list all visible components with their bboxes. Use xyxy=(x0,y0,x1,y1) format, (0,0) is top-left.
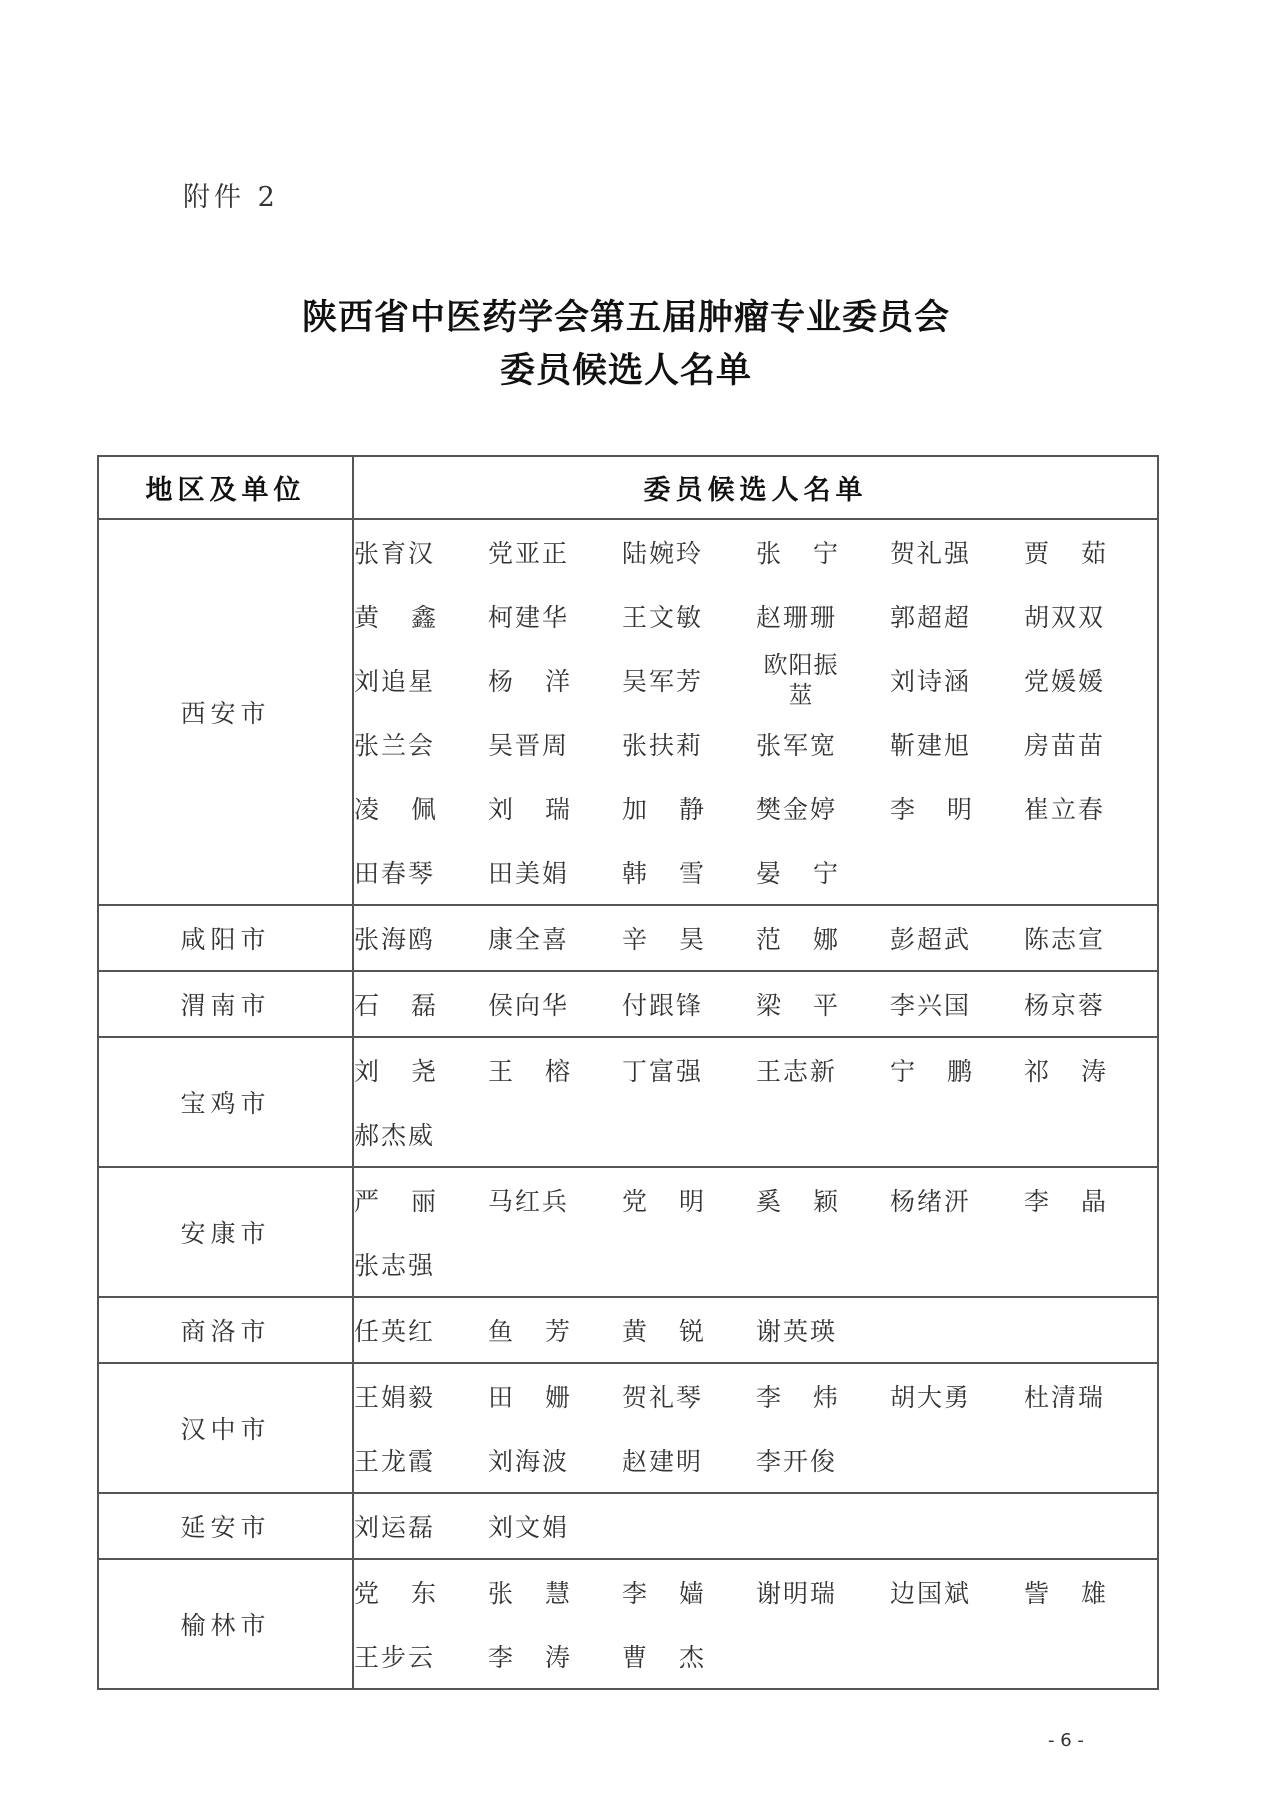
candidate-name: 赵珊珊 xyxy=(756,603,838,632)
candidate-name: 曹 杰 xyxy=(622,1643,704,1672)
candidate-name: 靳建旭 xyxy=(890,731,972,760)
candidate-name: 鱼 芳 xyxy=(488,1317,570,1346)
candidate-name: 加 静 xyxy=(622,795,704,824)
page-number: - 6 - xyxy=(1048,1730,1084,1751)
candidate-name: 奚 颖 xyxy=(756,1187,838,1216)
names-cell xyxy=(353,971,1158,1037)
names-cell xyxy=(353,519,1158,905)
candidate-name: 辛 昊 xyxy=(622,925,704,954)
candidate-name: 梁 平 xyxy=(756,991,838,1020)
candidate-name: 边国斌 xyxy=(890,1579,972,1608)
candidate-name: 谢英瑛 xyxy=(756,1317,838,1346)
names-cell xyxy=(353,905,1158,971)
candidate-name: 张志强 xyxy=(354,1251,436,1280)
region-cell: 咸阳市 xyxy=(98,905,353,971)
names-grid xyxy=(354,1560,1157,1688)
names-grid xyxy=(354,1364,1157,1492)
candidate-name: 侯向华 xyxy=(488,991,570,1020)
header-candidates: 委员候选人名单 xyxy=(353,456,1158,519)
region-cell: 榆林市 xyxy=(98,1559,353,1689)
document-title: 陕西省中医药学会第五届肿瘤专业委员会 xyxy=(301,298,950,338)
candidate-name: 胡双双 xyxy=(1024,603,1106,632)
region-cell: 渭南市 xyxy=(98,971,353,1037)
candidate-name: 党 东 xyxy=(354,1579,436,1608)
table-row xyxy=(98,1363,1158,1493)
candidate-name: 柯建华 xyxy=(488,603,570,632)
candidate-name: 胡大勇 xyxy=(890,1383,972,1412)
names-grid xyxy=(354,1298,1157,1362)
candidate-name: 张 慧 xyxy=(488,1579,570,1608)
candidate-name: 吴军芳 xyxy=(622,667,704,696)
candidate-name: 党 明 xyxy=(622,1187,704,1216)
table-row xyxy=(98,1167,1158,1297)
candidate-name: 李开俊 xyxy=(756,1447,838,1476)
candidate-name: 陈志宣 xyxy=(1024,925,1106,954)
candidate-name: 谢明瑞 xyxy=(756,1579,838,1608)
candidate-name: 凌 佩 xyxy=(354,795,436,824)
candidate-name: 田春琴 xyxy=(354,859,436,888)
candidate-name: 刘海波 xyxy=(488,1447,570,1476)
names-grid xyxy=(354,1168,1157,1296)
candidate-name: 李 炜 xyxy=(756,1383,838,1412)
candidate-name: 吴晋周 xyxy=(488,731,570,760)
region-cell: 汉中市 xyxy=(98,1363,353,1493)
names-cell xyxy=(353,1297,1158,1363)
candidate-name: 张扶莉 xyxy=(622,731,704,760)
candidate-name: 马红兵 xyxy=(488,1187,570,1216)
candidate-name: 李兴国 xyxy=(890,991,972,1020)
candidate-name: 党亚正 xyxy=(488,539,570,568)
candidate-name: 王 榕 xyxy=(488,1057,570,1086)
candidate-name: 房苗苗 xyxy=(1024,731,1106,760)
candidate-name: 欧阳振莁 xyxy=(763,651,839,709)
candidate-name: 王步云 xyxy=(354,1643,436,1672)
candidate-name: 樊金婷 xyxy=(756,795,838,824)
candidate-name: 刘运磊 xyxy=(354,1513,436,1542)
candidate-name: 任英红 xyxy=(354,1317,436,1346)
candidate-name: 訾 雄 xyxy=(1024,1579,1106,1608)
candidate-name: 李 涛 xyxy=(488,1643,570,1672)
candidate-name: 杨绪汧 xyxy=(890,1187,972,1216)
candidate-name: 王志新 xyxy=(756,1057,838,1086)
candidate-name: 王文敏 xyxy=(622,603,704,632)
names-grid xyxy=(354,1038,1157,1166)
candidate-name: 王龙霞 xyxy=(354,1447,436,1476)
candidate-name: 刘 尧 xyxy=(354,1057,436,1086)
candidate-name: 祁 涛 xyxy=(1024,1057,1106,1086)
candidate-name: 韩 雪 xyxy=(622,859,704,888)
candidate-name: 田美娟 xyxy=(488,859,570,888)
document-subtitle: 委员候选人名单 xyxy=(499,351,752,391)
candidate-name: 崔立春 xyxy=(1024,795,1106,824)
names-cell xyxy=(353,1493,1158,1559)
region-cell: 宝鸡市 xyxy=(98,1037,353,1167)
names-cell xyxy=(353,1559,1158,1689)
candidate-name: 范 娜 xyxy=(756,925,838,954)
names-grid xyxy=(354,906,1157,970)
candidate-name: 刘诗涵 xyxy=(890,667,972,696)
candidate-name: 李 明 xyxy=(890,795,972,824)
candidate-name: 刘追星 xyxy=(354,667,436,696)
candidate-name: 田 姗 xyxy=(488,1383,570,1412)
candidate-name: 黄 锐 xyxy=(622,1317,704,1346)
names-cell xyxy=(353,1363,1158,1493)
candidate-name: 杜清瑞 xyxy=(1024,1383,1106,1412)
table-header-row xyxy=(98,456,1158,519)
candidate-name: 刘 瑞 xyxy=(488,795,570,824)
table-row xyxy=(98,905,1158,971)
candidate-name: 贺礼琴 xyxy=(622,1383,704,1412)
candidate-name: 党媛媛 xyxy=(1024,667,1106,696)
candidate-name: 陆婉玲 xyxy=(622,539,704,568)
candidate-name: 张海鸥 xyxy=(354,925,436,954)
candidate-name: 杨京蓉 xyxy=(1024,991,1106,1020)
candidate-name: 刘文娟 xyxy=(488,1513,570,1542)
names-grid xyxy=(354,972,1157,1036)
candidate-name: 付跟锋 xyxy=(622,991,704,1020)
region-cell: 商洛市 xyxy=(98,1297,353,1363)
candidate-table xyxy=(97,455,1159,1690)
table-row xyxy=(98,1297,1158,1363)
candidate-name: 彭超武 xyxy=(890,925,972,954)
region-cell: 安康市 xyxy=(98,1167,353,1297)
candidate-name: 丁富强 xyxy=(622,1057,704,1086)
candidate-name: 晏 宁 xyxy=(756,859,838,888)
candidate-name: 贾 茹 xyxy=(1024,539,1106,568)
table-body xyxy=(98,519,1158,1689)
candidate-name: 张兰会 xyxy=(354,731,436,760)
candidate-name: 郭超超 xyxy=(890,603,972,632)
table-row xyxy=(98,1037,1158,1167)
table-row xyxy=(98,1559,1158,1689)
candidate-name: 王娟毅 xyxy=(354,1383,436,1412)
table-row xyxy=(98,971,1158,1037)
names-grid xyxy=(354,520,1157,904)
candidate-name: 赵建明 xyxy=(622,1447,704,1476)
candidate-name: 郝杰威 xyxy=(354,1121,436,1150)
candidate-name: 李 晶 xyxy=(1024,1187,1106,1216)
candidate-name: 贺礼强 xyxy=(890,539,972,568)
names-grid xyxy=(354,1494,1157,1558)
names-cell xyxy=(353,1167,1158,1297)
candidate-name: 黄 鑫 xyxy=(354,603,436,632)
candidate-name: 张 宁 xyxy=(756,539,838,568)
names-cell xyxy=(353,1037,1158,1167)
table-row xyxy=(98,1493,1158,1559)
table-row xyxy=(98,519,1158,905)
candidate-name: 张育汉 xyxy=(354,539,436,568)
candidate-name: 严 丽 xyxy=(354,1187,436,1216)
region-cell: 延安市 xyxy=(98,1493,353,1559)
region-cell: 西安市 xyxy=(98,519,353,905)
candidate-name: 李 嫱 xyxy=(622,1579,704,1608)
candidate-name: 石 磊 xyxy=(354,991,436,1020)
attachment-label: 附件 2 xyxy=(183,182,279,213)
candidate-name: 杨 洋 xyxy=(488,667,570,696)
candidate-name: 张军宽 xyxy=(756,731,838,760)
candidate-name: 宁 鹏 xyxy=(890,1057,972,1086)
header-region: 地区及单位 xyxy=(98,456,353,519)
candidate-name: 康全喜 xyxy=(488,925,570,954)
